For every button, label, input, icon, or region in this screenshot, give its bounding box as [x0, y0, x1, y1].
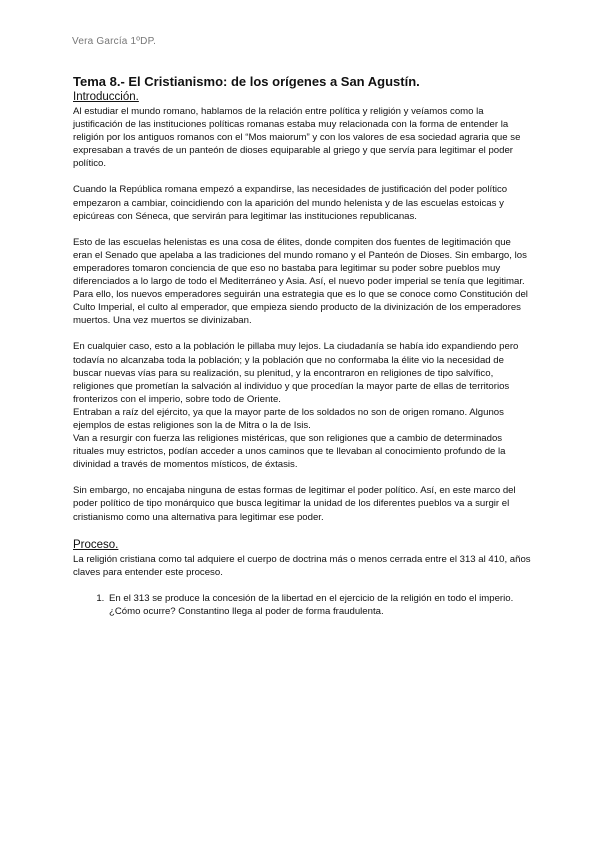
list-item-subtext: ¿Cómo ocurre? Constantino llega al poder de forma fraudulenta. — [109, 605, 384, 617]
paragraph: Para ello, los nuevos emperadores seguirán una estrategia que es lo que se conoce como Constitución del Culto Imperial, el culto al emperador, que empieza siendo producto de la divinización de los emperadores muertos. Una vez muertos se divinizaban. — [73, 289, 528, 327]
paragraph: Cuando la República romana empezó a expandirse, las necesidades de justificación del poder político empezaron a cambiar, coincidiendo con la aparición del mundo helenista y de las escuelas estoicas y epicúreas con Séneca, que servirán para legitimar las instituciones republicanas. — [73, 184, 508, 222]
paragraph: La religión cristiana como tal adquiere el cuerpo de doctrina más o menos cerrada entre el 313 al 410, años claves para entender este proceso. — [73, 553, 531, 578]
list-item — [107, 592, 531, 618]
document-body — [73, 74, 531, 618]
section-heading-introduction: Introducción. — [73, 91, 139, 103]
document-title: Tema 8.- El Cristianismo: de los orígenes a San Agustín. — [73, 74, 420, 89]
paragraph: Entraban a raíz del ejército, ya que la mayor parte de los soldados no son de origen romano. Algunos ejemplos de estas religiones son la de Mitra o la de Isis. — [73, 406, 504, 431]
paragraph: Al estudiar el mundo romano, hablamos de la relación entre política y religión y veíamos como la justificación de las instituciones políticas romanas estaba muy relacionada con la forma de entender la religión por los antiguos romanos con el “Mos maiorum” y con los valores de esa sociedad agraria que se expresaban a través de un panteón de dioses equiparable al griego y que servía para legitimar el poder político. — [73, 106, 521, 170]
section-heading-process: Proceso. — [73, 538, 119, 551]
page-header: Vera García 1ºDP. — [72, 36, 157, 47]
paragraph: Van a resurgir con fuerza las religiones mistéricas, que son religiones que a cambio de determinados rituales muy estrictos, podían acceder a unos caminos que te llevaban al conocimiento profundo de la divinidad a través de momentos místicos, de éxtasis. — [73, 433, 506, 471]
numbered-list — [73, 592, 531, 618]
paragraph: En cualquier caso, esto a la población le pillaba muy lejos. La ciudadanía se había ido expandiendo pero todavía no alcanzaba toda la población; y la población que no conformaba la élite vio la necesidad de buscar nuevas vías para su realización, su plenitud, y la encontraron en religiones de tipo salvífico, religiones que prometían la salvación al individuo y que procedían la mayor parte de ellas de territorios fronterizos con el imperio, sobre todo de Oriente. — [73, 341, 519, 405]
list-item-text: En el 313 se produce la concesión de la libertad en el ejercicio de la religión en todo el imperio. — [109, 592, 514, 604]
paragraph: Esto de las escuelas helenistas es una cosa de élites, donde compiten dos fuentes de legitimación que eran el Senado que apelaba a las tradiciones del mundo romano y el Panteón de Dioses. Sin embargo, los emperadores tomaron conciencia de que eso no bastaba para legitimar su poder sobre pueblos muy diferenciados a lo largo de todo el Mediterráneo y Asia. Así, el nuevo poder imperial se tenía que legitimar. — [73, 236, 527, 288]
paragraph: Sin embargo, no encajaba ninguna de estas formas de legitimar el poder político. Así, en este marco del poder político de tipo monárquico que busca legitimar la unidad de los diferentes pueblos va a surgir el cristianismo como una alternativa para legitimar ese poder. — [73, 485, 516, 523]
